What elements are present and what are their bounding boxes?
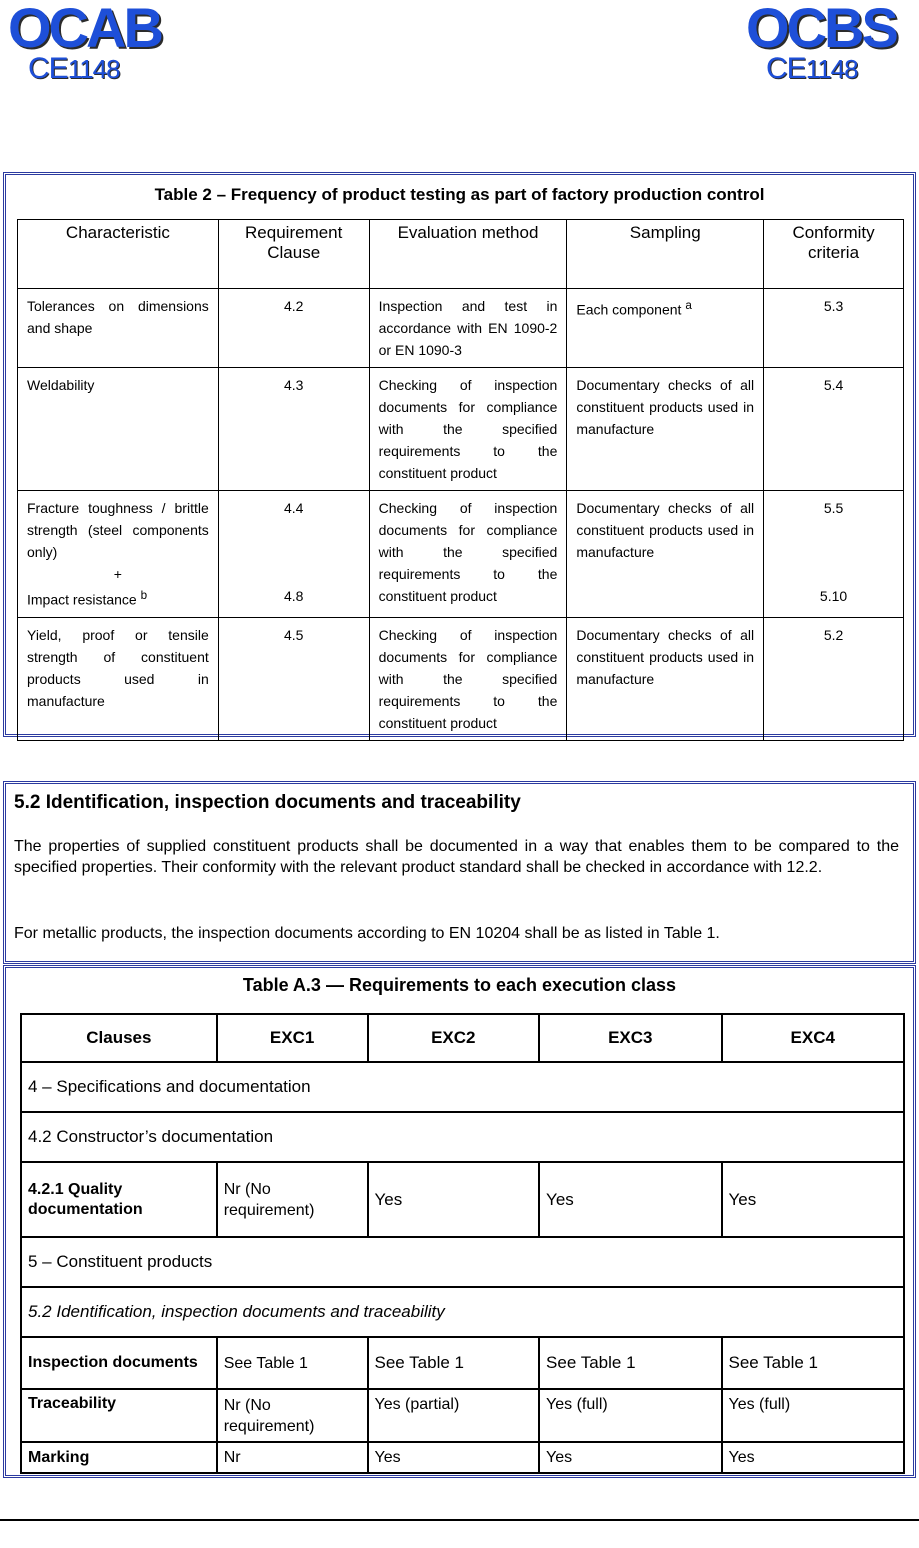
table2-header: Conformity criteria (764, 220, 904, 289)
section-row-label: 4 – Specifications and documentation (21, 1062, 904, 1112)
table2-header: Requirement Clause (218, 220, 369, 289)
table2-frame (3, 172, 916, 737)
exc4-cell: Yes (722, 1442, 905, 1473)
section-row (21, 1112, 904, 1162)
section-row (21, 1287, 904, 1337)
exc3-cell: Yes (539, 1162, 721, 1237)
ocbs-logo (746, 2, 906, 92)
clause-cell: 4.2 (218, 289, 369, 368)
ocab-logo (8, 2, 168, 92)
table-a3-header: EXC4 (722, 1014, 905, 1062)
characteristic-cell: Fracture toughness / brittle strength (steel components only) + Impact resistance $^b$ (18, 491, 219, 618)
table-row (18, 491, 904, 618)
table-a3-header: Clauses (21, 1014, 217, 1062)
logo-left-ce-mark: CE1148 (28, 52, 120, 85)
exc4-cell: Yes (722, 1162, 905, 1237)
logo-right-name: OCBS (746, 0, 896, 59)
clause-cell: 4.3 (218, 368, 369, 491)
method-cell: Checking of inspection documents for compliance with the specified requirements to the constituent product (369, 491, 567, 618)
method-cell: Checking of inspection documents for compliance with the specified requirements to the constituent product (369, 368, 567, 491)
criteria-cell: 5.2 (764, 617, 904, 740)
clause-cell: Inspection documents (21, 1337, 217, 1389)
clause-cell: 4.2.1 Quality documentation (21, 1162, 217, 1237)
clause-cell: Marking (21, 1442, 217, 1473)
table-row (21, 1442, 904, 1473)
exc2-cell: Yes (368, 1442, 540, 1473)
section-title: 5.2 Identification, inspection documents and traceability (14, 792, 521, 813)
exc4-cell: See Table 1 (722, 1337, 905, 1389)
footer-rule (0, 1519, 919, 1521)
table-row (21, 1162, 904, 1237)
criteria-cell: 5.4 (764, 368, 904, 491)
table-a3-header: EXC1 (217, 1014, 368, 1062)
table-a3-header-row (21, 1014, 904, 1062)
criteria-cell: 5.3 (764, 289, 904, 368)
section-row (21, 1062, 904, 1112)
exc1-cell: Nr (No requirement) (217, 1162, 368, 1237)
characteristic-cell: Tolerances on dimensions and shape (18, 289, 219, 368)
table-a3-header: EXC3 (539, 1014, 721, 1062)
table-a3-frame (3, 965, 916, 1478)
section-row (21, 1237, 904, 1287)
sampling-cell: Documentary checks of all constituent products used in manufacture (567, 491, 764, 618)
logo-left-name: OCAB (8, 0, 161, 59)
table-row (18, 289, 904, 368)
section-row-label: 5 – Constituent products (21, 1237, 904, 1287)
exc1-cell: See Table 1 (217, 1337, 368, 1389)
table-a3-header: EXC2 (368, 1014, 540, 1062)
logo-right-ce-mark: CE1148 (766, 52, 858, 85)
table2-header: Evaluation method (369, 220, 567, 289)
exc2-cell: Yes (partial) (368, 1389, 540, 1442)
section-row-label: 4.2 Constructor’s documentation (21, 1112, 904, 1162)
table-row (21, 1389, 904, 1442)
footnote-a: a (685, 299, 692, 312)
table2-header: Sampling (567, 220, 764, 289)
table-row (21, 1337, 904, 1389)
section-row-label: 5.2 Identification, inspection documents and traceability (21, 1287, 904, 1337)
sampling-cell: Each component $^a$ (567, 289, 764, 368)
table2 (17, 219, 904, 741)
footnote-b: b (140, 589, 148, 602)
exc2-cell: See Table 1 (368, 1337, 540, 1389)
paragraph: For metallic products, the inspection documents according to EN 10204 shall be as listed in Table 1. (14, 925, 720, 942)
paragraph: The properties of supplied constituent products shall be documented in a way that enables them to be compared to the specified properties. Their conformity with the relevant product standard shall be checked in accordance with 12.2. (14, 838, 899, 876)
characteristic-cell: Weldability (18, 368, 219, 491)
method-cell: Checking of inspection documents for compliance with the specified requirements to the constituent product (369, 617, 567, 740)
criteria-cell: 5.5 5.10 (764, 491, 904, 618)
table-a3 (20, 1013, 905, 1474)
section-5-2-frame (3, 781, 916, 964)
exc4-cell: Yes (full) (722, 1389, 905, 1442)
clause-cell: 4.5 (218, 617, 369, 740)
sampling-cell: Documentary checks of all constituent products used in manufacture (567, 617, 764, 740)
exc3-cell: Yes (full) (539, 1389, 721, 1442)
clause-cell: 4.4 4.8 (218, 491, 369, 618)
exc1-cell: Nr (No requirement) (217, 1389, 368, 1442)
sampling-cell: Documentary checks of all constituent products used in manufacture (567, 368, 764, 491)
table2-caption: Table 2 – Frequency of product testing as part of factory production control (154, 185, 765, 204)
exc3-cell: See Table 1 (539, 1337, 721, 1389)
table2-header-row (18, 220, 904, 289)
exc1-cell: Nr (217, 1442, 368, 1473)
table-row (18, 368, 904, 491)
table2-header: Characteristic (18, 220, 219, 289)
exc2-cell: Yes (368, 1162, 540, 1237)
method-cell: Inspection and test in accordance with EN 1090-2 or EN 1090-3 (369, 289, 567, 368)
clause-cell: Traceability (21, 1389, 217, 1442)
exc3-cell: Yes (539, 1442, 721, 1473)
characteristic-cell: Yield, proof or tensile strength of constituent products used in manufacture (18, 617, 219, 740)
table-row (18, 617, 904, 740)
table-a3-caption: Table A.3 — Requirements to each execution class (242, 975, 677, 995)
